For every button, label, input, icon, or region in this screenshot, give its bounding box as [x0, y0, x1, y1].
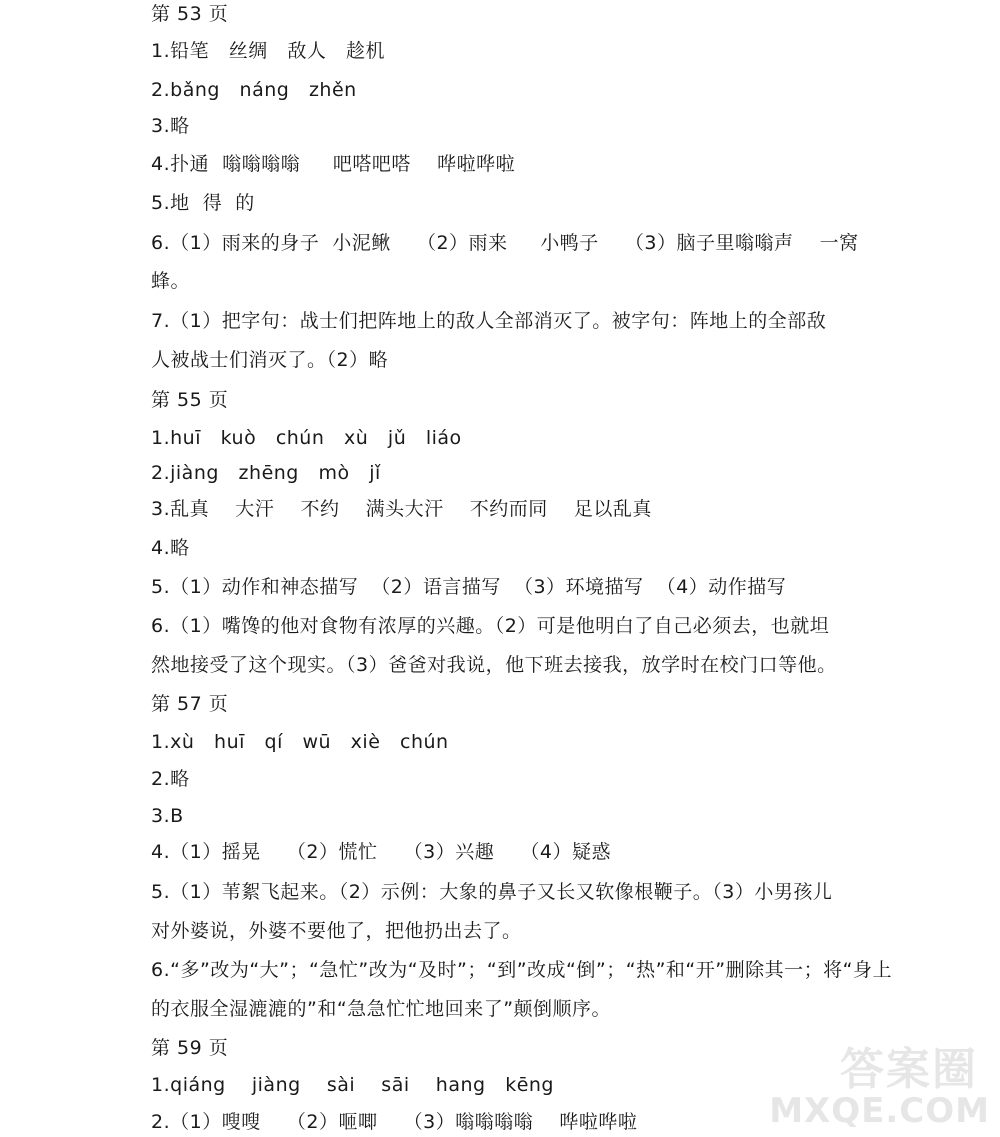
section-heading-p55: 第 55 页: [151, 389, 229, 411]
answer-line: 3.略: [151, 115, 190, 137]
watermark-logo: [769, 1035, 996, 1135]
answer-line: 2.jiàng zhēng mò jǐ: [151, 462, 381, 484]
section-heading-p53: 第 53 页: [151, 3, 229, 25]
answer-line: 2.bǎng náng zhěn: [151, 79, 357, 101]
answer-line: 1.qiáng jiàng sài sāi hang kēng: [151, 1074, 554, 1096]
answer-line: 1.huī kuò chún xù jǔ liáo: [151, 427, 462, 449]
answer-line: 4.略: [151, 537, 190, 559]
answer-line: 6.（1）雨来的身子 小泥鳅 （2）雨来 小鸭子 （3）脑子里嗡嗡声 一窝: [151, 232, 859, 254]
section-heading-p59: 第 59 页: [151, 1037, 229, 1059]
section-heading-p57: 第 57 页: [151, 693, 229, 715]
answer-line: 1.铅笔 丝绸 敌人 趁机: [151, 40, 385, 62]
answer-line: 2.（1）嗖嗖 （2）咂唧 （3）嗡嗡嗡嗡 哗啦哗啦: [151, 1111, 638, 1133]
answer-line: 2.略: [151, 768, 190, 790]
answer-line: 3.B: [151, 805, 184, 827]
answer-line: 4.（1）摇晃 （2）慌忙 （3）兴趣 （4）疑惑: [151, 841, 611, 863]
watermark-site-text: MXQE.COM: [769, 1091, 990, 1131]
answer-line: 5.（1）苇絮飞起来。（2）示例：大象的鼻子又长又软像根鞭子。（3）小男孩儿: [151, 881, 833, 903]
answer-line: 1.xù huī qí wū xiè chún: [151, 731, 449, 753]
answer-line: 的衣服全湿漉漉的”和“急急忙忙地回来了”颠倒顺序。: [151, 998, 612, 1020]
answer-line: 3.乱真 大汗 不约 满头大汗 不约而同 足以乱真: [151, 498, 652, 520]
answer-line: 对外婆说，外婆不要他了，把他扔出去了。: [151, 920, 522, 942]
answer-line: 4.扑通 嗡嗡嗡嗡 吧嗒吧嗒 哗啦哗啦: [151, 153, 516, 175]
answer-line: 7.（1）把字句：战士们把阵地上的敌人全部消灭了。被字句：阵地上的全部敌: [151, 310, 827, 332]
answer-line: 6.（1）嘴馋的他对食物有浓厚的兴趣。（2）可是他明白了自己必须去，也就坦: [151, 615, 830, 637]
answer-line: 5.（1）动作和神态描写 （2）语言描写 （3）环境描写 （4）动作描写: [151, 576, 787, 598]
answer-line: 5.地 得 的: [151, 192, 255, 214]
answer-line: 蜂。: [151, 270, 191, 292]
answer-line: 6.“多”改为“大”；“急忙”改为“及时”；“到”改成“倒”；“热”和“开”删除其一；将“身上: [151, 959, 892, 981]
watermark-logo-text: 答案圈: [840, 1044, 978, 1095]
answer-line: 然地接受了这个现实。（3）爸爸对我说，他下班去接我，放学时在校门口等他。: [151, 654, 837, 676]
answer-line: 人被战士们消灭了。（2）略: [151, 349, 389, 371]
